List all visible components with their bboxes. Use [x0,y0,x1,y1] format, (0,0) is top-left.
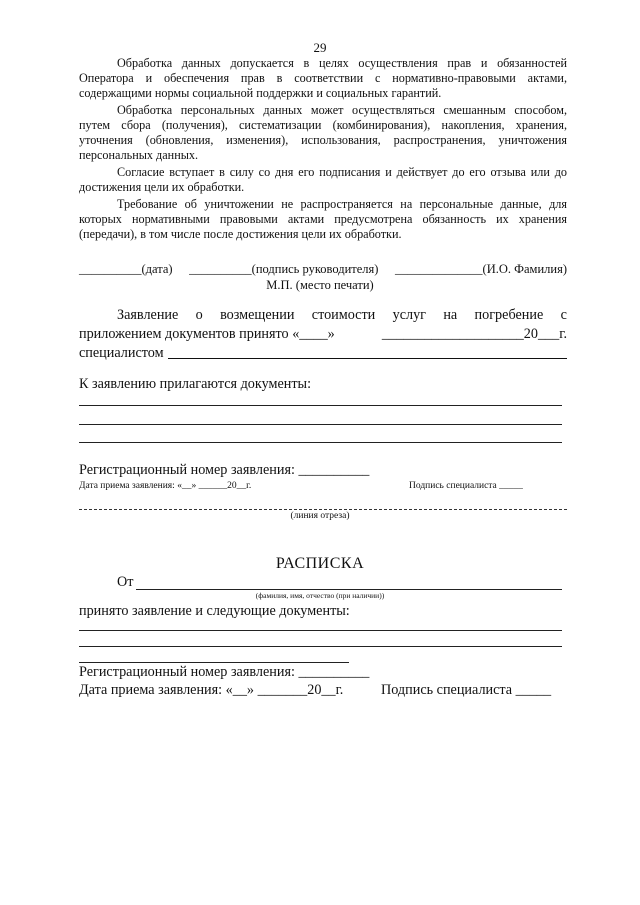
specialist-signature: Подпись специалиста _____ [409,481,523,491]
page-number: 29 [313,40,327,55]
statement-accepted-text: приложением документов принято «____» [79,326,335,342]
receipt-title: РАСПИСКА [275,555,365,572]
statement-date-field: ____________________20___г. [381,326,567,342]
consent-paragraph: Согласие вступает в силу со дня его подписания и действует до его отзыва или до достижения цели их обработки. [79,165,567,194]
statement-line-3 [79,344,567,363]
manager-name-field: ______________(И.О. Фамилия) [395,262,567,276]
manager-signature-field: __________(подпись руководителя) [189,262,379,276]
consent-paragraph: Обработка данных допускается в целях осуществления прав и обязанностей Оператора и обеспечения прав в соответствии с нормативно-правовыми актами, содержащими нормы социальной поддержки и социальных гарантий. [79,56,567,100]
consent-text [79,56,567,242]
signature-row [79,262,567,277]
receipt-accepted-label: принято заявление и следующие документы: [79,603,350,619]
statement-word: стоимости [311,307,376,323]
stamp-place: М.П. (место печати) [266,278,374,292]
receipt-from-label: От [117,574,134,590]
specialist-label: специалистом [79,345,164,361]
attachments-line [79,424,562,425]
consent-paragraph: Обработка персональных данных может осуществляться смешанным способом, путем сбора (получения), систематизации (комбинирования), накопления, хранения, уточнения (обновления, изменения), использования, распространения, уничтожения персональных данных. [79,103,567,162]
receipt-from-line [136,589,562,590]
statement-word: погребение [474,307,544,323]
statement-word: Заявление [117,307,179,323]
date-field: __________(дата) [79,262,173,276]
receipt-documents-line [79,630,562,631]
statement-word: о [195,307,203,323]
attachments-line [79,442,562,443]
statement-line-1 [79,306,567,325]
statement-word: услуг [392,307,426,323]
statement-word: на [443,307,458,323]
receipt-documents-line [79,662,349,663]
receipt-documents-line [79,646,562,647]
statement-word: возмещении [220,307,295,323]
attachments-label: К заявлению прилагаются документы: [79,376,312,392]
registration-number: Регистрационный номер заявления: __________ [79,462,370,478]
statement-word: с [560,307,567,323]
receipt-from-hint: (фамилия, имя, отчество (при наличии)) [255,591,385,600]
receipt-registration-number: Регистрационный номер заявления: __________ [79,664,370,680]
specialist-fill-line [168,344,567,359]
cut-line [79,509,567,510]
attachments-line [79,405,562,406]
statement-block [79,306,567,363]
statement-line-2 [79,325,567,344]
receipt-date-received: Дата приема заявления: «__» _______20__г. [79,682,344,698]
receipt-specialist-signature: Подпись специалиста _____ [381,682,552,698]
date-received: Дата приема заявления: «__» ______20__г. [79,481,252,491]
consent-paragraph: Требование об уничтожении не распространяется на персональные данные, для которых нормативными правовыми актами предусмотрена обязанность их хранения (передачи), в том числе после достижения цели их обработки. [79,197,567,241]
cut-line-label: (линия отреза) [290,511,350,521]
